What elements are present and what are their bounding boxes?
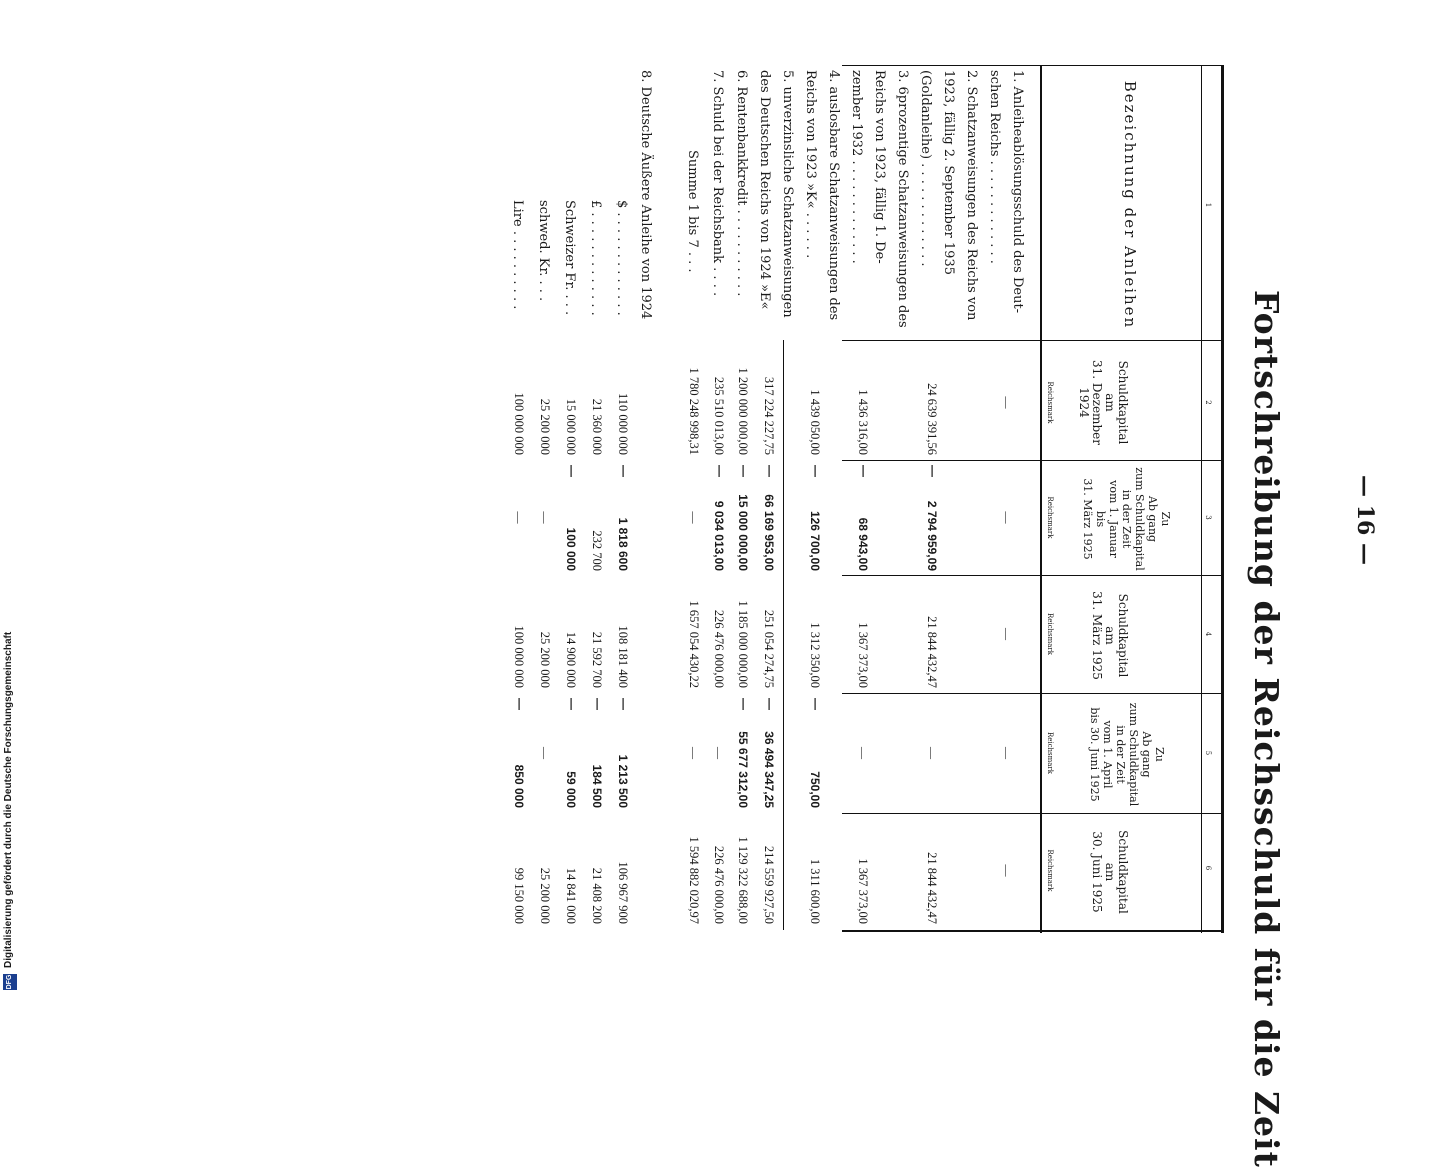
row-5-c6: 214 559 927,50	[762, 845, 776, 924]
row-2-c3: 2 794 959,09	[925, 500, 939, 571]
row-1-c5: —	[1000, 747, 1014, 759]
row-6-c3-sign: —	[737, 465, 751, 477]
loan-gbp-c5-sign: —	[591, 698, 605, 710]
row-4-c6: 1 311 600,00	[808, 858, 822, 924]
unit-label-col2: Reichsmark	[1046, 381, 1054, 424]
row-1-c2: —	[1000, 396, 1014, 409]
table-col-divider-2	[842, 460, 1222, 461]
loan-sek-label: schwed. Kr. . . .	[536, 200, 551, 302]
loan-sek-c4: 25 200 000	[538, 631, 552, 688]
loan-sek-c3: —	[538, 511, 552, 524]
sum-rule	[783, 340, 784, 930]
row-7-c5: —	[712, 747, 726, 759]
header-designation: Bezeichnung der Anleihen	[1121, 80, 1139, 330]
loan-chf-c4: 14 900 000	[564, 631, 578, 688]
row-4-c3-sign: —	[809, 465, 823, 477]
row-2-c5: —	[925, 747, 939, 759]
page-title: Fortschreibung der Reichsschuld für die Zeit	[1247, 290, 1286, 1168]
table-col-divider-1	[842, 340, 1222, 341]
loan-usd-c5: 1 213 500	[616, 754, 630, 808]
loan-usd-c5-sign: —	[617, 698, 631, 710]
row-4-label: 4. auslosbare Schatzanweisungen des Reichs von 1923 »K« . . . . . .	[803, 70, 841, 321]
header-capital-march-1925: Schuldkapital am 31. März 1925	[1090, 591, 1130, 680]
column-number-3: 3	[1204, 515, 1212, 520]
header-change-q1: Zu Ab gang zum Schuldkapital in der Zeit vom 1. Januar bis 31. März 1925	[1081, 467, 1172, 571]
loan-chf-c6: 14 841 000	[564, 867, 578, 924]
loan-gbp-label: £ . . . . . . . . . . . . .	[588, 200, 603, 316]
row-1-c4: —	[1000, 628, 1014, 640]
sum-row-c6: 1 594 882 020,97	[687, 836, 701, 924]
loan-lire-c3: —	[512, 511, 526, 524]
loan-chf-c5: 59 000	[564, 771, 578, 808]
row-6-c5: 55 677 312,00	[736, 731, 750, 808]
row-5-c5-sign: —	[763, 698, 777, 710]
row-5-c4: 251 054 274,75	[762, 609, 776, 688]
row-5-label: 5. unverzinsliche Schatzanweisungen des Deutschen Reichs von 1924 »E«	[757, 70, 795, 318]
row-1-label: 1. Anleiheablösungsschuld des Deut- schen Reichs . . . . . . . . . . . . .	[987, 70, 1025, 314]
loan-chf-c3: 100 000	[564, 527, 578, 571]
loan-usd-label: $ . . . . . . . . . . . . .	[614, 200, 629, 316]
loan-usd-c3-sign: —	[617, 465, 631, 477]
table-right-border	[842, 930, 1222, 932]
row-2-c3-sign: —	[926, 465, 940, 477]
row-6-c2: 1 200 000 000,00	[736, 367, 750, 455]
row-2-c6: 21 844 432,47	[925, 852, 939, 924]
row-4-c5: 750,00	[808, 771, 822, 808]
column-number-2: 2	[1204, 400, 1212, 405]
row-4-c2: 1 439 050,00	[808, 389, 822, 455]
row-2-c2: 24 639 391,56	[925, 383, 939, 455]
row-2-c4: 21 844 432,47	[925, 616, 939, 688]
loan-lire-c4: 100 000 000	[512, 625, 526, 688]
row-8-label: 8. Deutsche Äußere Anleihe von 1924	[638, 70, 653, 320]
page-number: — 16 —	[1352, 475, 1378, 565]
loan-gbp-c2: 21 360 000	[590, 398, 604, 455]
table-col-divider-4	[842, 693, 1222, 694]
header-capital-june-1925: Schuldkapital am 30. Juni 1925	[1090, 830, 1130, 914]
row-6-c5-sign: —	[737, 698, 751, 710]
loan-chf-c3-sign: —	[565, 465, 579, 477]
row-3-c4: 1 367 373,00	[856, 622, 870, 688]
row-7-c6: 226 476 000,00	[712, 845, 726, 924]
loan-lire-c2: 100 000 000	[512, 392, 526, 455]
loan-sek-c5: —	[538, 747, 552, 759]
column-number-1: 1	[1204, 202, 1212, 208]
loan-lire-c5-sign: —	[513, 698, 527, 710]
row-5-c2: 317 224 227,75	[762, 376, 776, 455]
dfg-logo: DFG	[3, 974, 17, 990]
loan-gbp-c6: 21 408 200	[590, 867, 604, 924]
unit-label-col6: Reichsmark	[1046, 849, 1054, 892]
loan-lire-c5: 850 000	[512, 764, 526, 808]
loan-sek-c2: 25 200 000	[538, 398, 552, 455]
table-header-rule	[1040, 65, 1042, 933]
row-1-c6: —	[1000, 864, 1014, 877]
loan-usd-c4: 108 181 400	[616, 625, 630, 688]
row-7-label: 7. Schuld bei der Reichsbank . . . .	[710, 70, 725, 297]
row-6-label: 6. Rentenbankkredit . . . . . . . . . . .	[734, 70, 749, 297]
table-top-rule	[1221, 65, 1224, 933]
row-3-c3: 68 943,00	[856, 517, 870, 571]
row-7-c3: 9 034 013,00	[712, 500, 726, 571]
sum-row-c3: —	[687, 511, 701, 524]
sum-row-label: Summe 1 bis 7 . . .	[685, 150, 700, 273]
row-3-c2: 1 436 316,00	[856, 389, 870, 455]
loan-usd-c3: 1 818 600	[616, 517, 630, 571]
row-5-c5: 36 494 347,25	[762, 731, 776, 808]
digitization-note	[0, 0, 20, 1000]
loan-lire-label: Lire . . . . . . . . . .	[510, 200, 525, 310]
loan-usd-c6: 106 967 900	[616, 861, 630, 924]
row-7-c2: 235 510 013,00	[712, 376, 726, 455]
row-4-c5-sign: —	[809, 698, 823, 710]
loan-usd-c2: 110 000 000	[616, 392, 630, 455]
row-6-c6: 1 129 322 688,00	[736, 836, 750, 924]
column-number-4: 4	[1204, 631, 1212, 637]
row-6-c4: 1 185 000 000,00	[736, 600, 750, 688]
row-6-c3: 15 000 000,00	[736, 494, 750, 571]
row-5-c3-sign: —	[763, 465, 777, 477]
row-3-c6: 1 367 373,00	[856, 858, 870, 924]
unit-label-col4: Reichsmark	[1046, 612, 1054, 656]
row-3-c5: —	[856, 747, 870, 759]
header-capital-1924: Schuldkapital am 31. Dezember 1924	[1077, 360, 1130, 445]
unit-label-col5: Reichsmark	[1046, 731, 1054, 775]
loan-lire-c6: 99 150 000	[512, 867, 526, 924]
unit-label-col3: Reichsmark	[1046, 496, 1054, 539]
loan-chf-label: Schweizer Fr. . . .	[562, 200, 577, 316]
row-4-c4: 1 312 350,00	[808, 622, 822, 688]
loan-gbp-c4: 21 592 700	[590, 631, 604, 688]
sum-row-c4: 1 657 054 430,22	[687, 600, 701, 688]
loan-sek-c6: 25 200 000	[538, 867, 552, 924]
row-7-c3-sign: —	[713, 465, 727, 477]
row-1-c3: —	[1000, 511, 1014, 524]
column-number-5: 5	[1204, 750, 1212, 756]
table-col-divider-5	[842, 813, 1222, 814]
table-left-border	[842, 65, 1222, 66]
row-5-c3: 66 169 953,00	[762, 494, 776, 571]
loan-gbp-c3: 232 700	[590, 530, 604, 571]
loan-chf-c5-sign: —	[565, 698, 579, 710]
row-4-c3: 126 700,00	[808, 510, 822, 571]
sum-row-c5: —	[687, 747, 701, 759]
loan-gbp-c5: 184 500	[590, 764, 604, 808]
column-number-6: 6	[1204, 865, 1212, 871]
row-3-label: 3. 6prozentige Schatzanweisungen des Reichs von 1923, fällig 1. De- zember 1932 . . . . . . . . . . . . .	[849, 70, 910, 328]
row-7-c4: 226 476 000,00	[712, 609, 726, 688]
sum-row-c2: 1 780 248 998,31	[687, 367, 701, 455]
header-change-q2: Zu Ab gang zum Schuldkapital in der Zeit vom 1. April bis 30. Juni 1925	[1088, 702, 1166, 807]
digitization-note-text: Digitalisierung gefördert durch die Deutsche Forschungsgemeinschaft	[3, 631, 14, 968]
table-colno-rule	[1201, 65, 1202, 933]
row-2-label: 2. Schatzanweisungen des Reichs von 1923, fällig 2. September 1935 (Goldanleihe) . . . . . . . . . . . . .	[918, 70, 979, 321]
table-col-divider-3	[842, 575, 1222, 576]
loan-chf-c2: 15 000 000	[564, 398, 578, 455]
row-3-c3-sign: —	[857, 465, 871, 477]
